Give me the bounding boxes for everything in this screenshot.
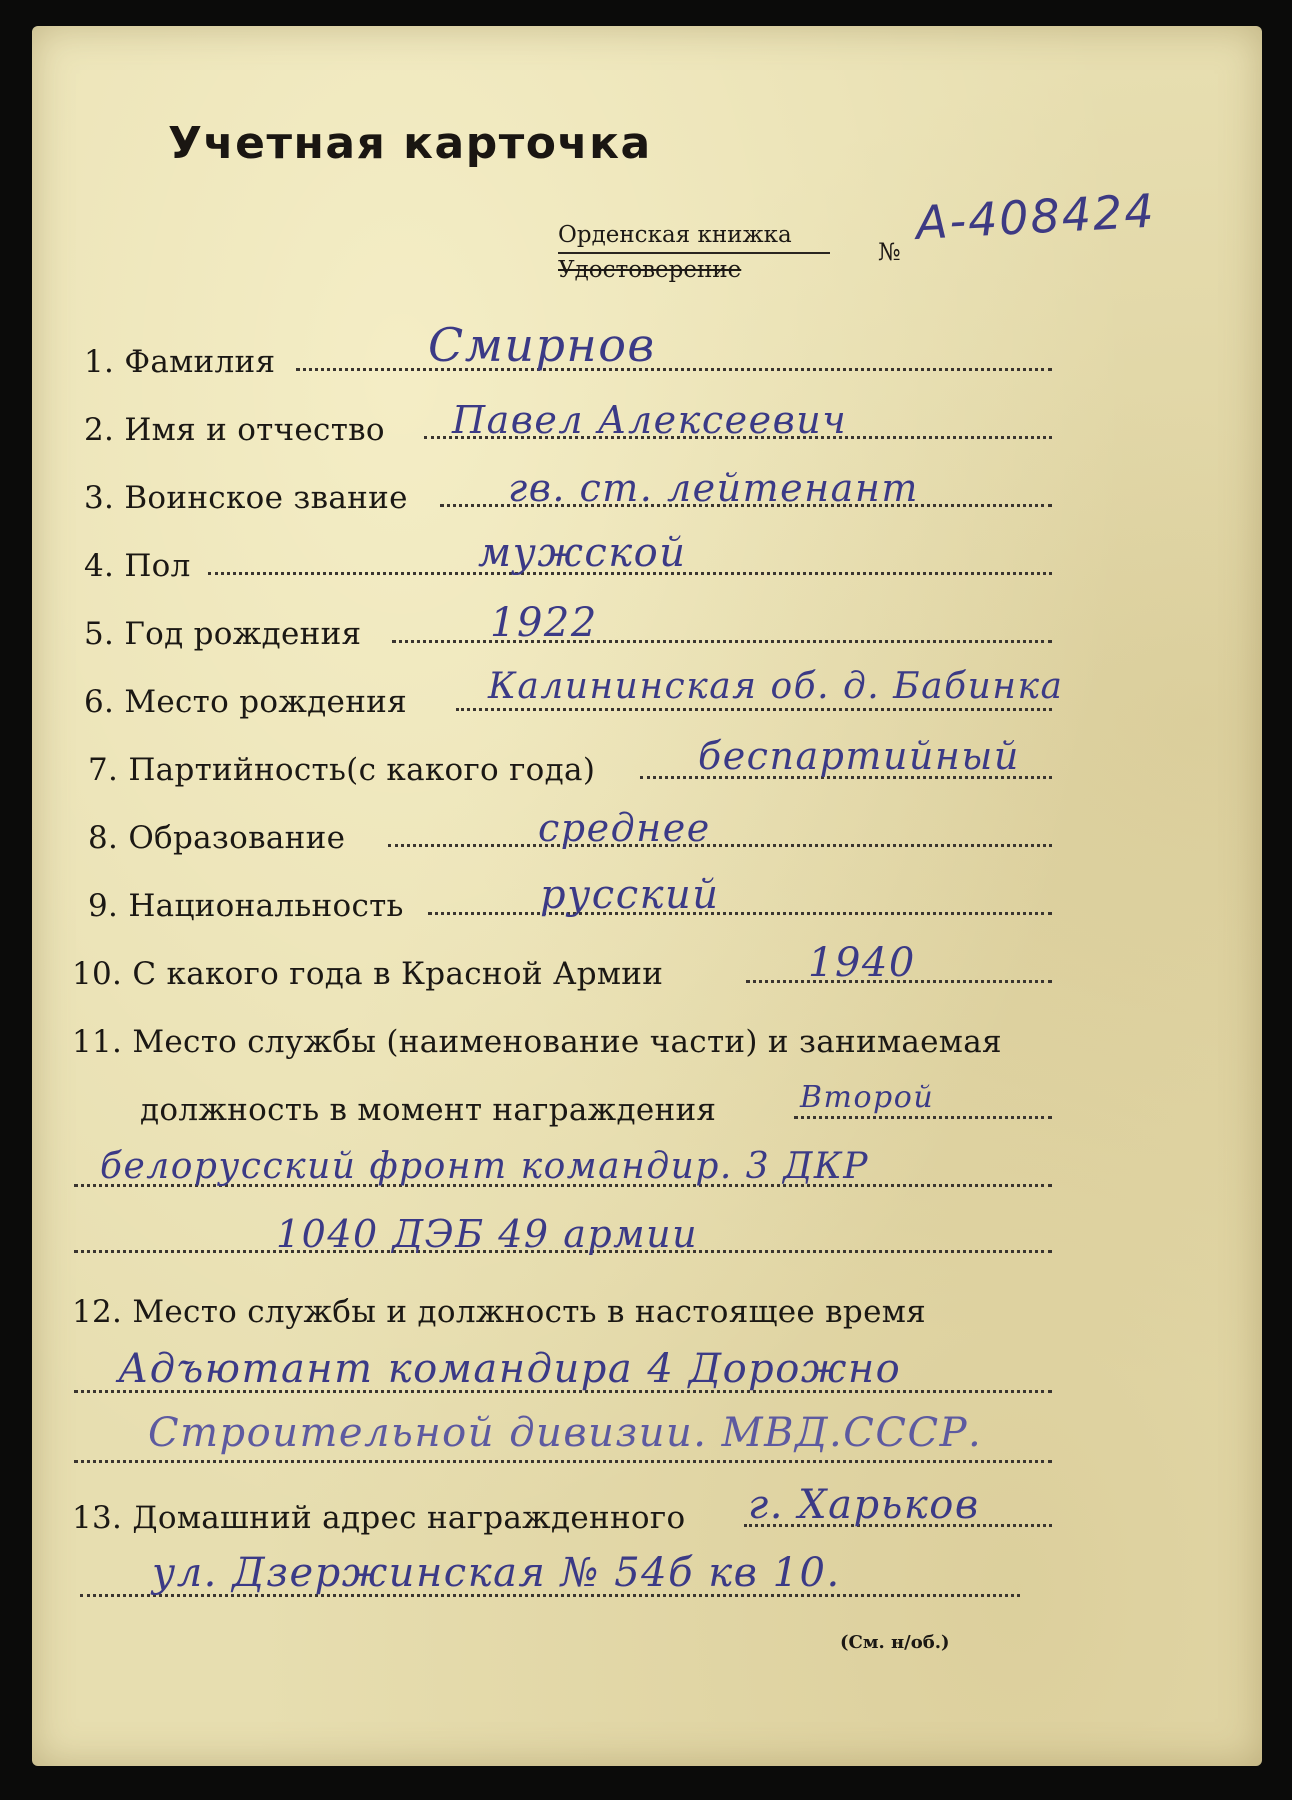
field-home-address-value-2: ул. Дзержинская № 54б кв 10.: [152, 1550, 841, 1596]
field-sex-value: мужской: [478, 530, 687, 576]
field-service-award-line-1: [794, 1116, 1052, 1119]
field-current-service-line-2: [74, 1460, 1052, 1463]
field-party-label: 7. Партийность(с какого года): [88, 752, 596, 788]
field-surname-value: Смирнов: [428, 318, 656, 372]
field-service-award-value-1: Второй: [800, 1080, 935, 1115]
field-name-label: 2. Имя и отчество: [84, 412, 385, 448]
document-type-certificate-struck: Удостоверение: [558, 257, 742, 283]
field-service-award-value-2: белорусский фронт командир. 3 ДКР: [100, 1146, 869, 1187]
field-current-service-value-1: Адъютант командира 4 Дорожно: [118, 1346, 902, 1392]
card-title: Учетная карточка: [168, 118, 652, 169]
field-army-since-value: 1940: [808, 940, 916, 986]
field-sex-label: 4. Пол: [84, 548, 191, 584]
field-education-value: среднее: [538, 806, 711, 850]
field-birthplace-value: Калининская об. д. Бабинка: [488, 666, 1064, 707]
field-surname-label: 1. Фамилия: [84, 344, 276, 380]
field-home-address-value-1: г. Харьков: [748, 1482, 980, 1528]
order-book-number: А-408424: [914, 183, 1157, 250]
field-birthplace-label: 6. Место рождения: [84, 684, 407, 720]
field-nationality-line: [428, 912, 1052, 915]
field-service-award-label-1: 11. Место службы (наименование части) и занимаемая: [72, 1024, 1002, 1060]
field-party-value: беспартийный: [698, 734, 1020, 778]
field-surname-line: [296, 368, 1052, 371]
document-type: [558, 222, 830, 283]
field-current-service-value-2: Строительной дивизии. МВД.СССР.: [148, 1410, 983, 1456]
number-sign: №: [878, 238, 901, 266]
field-army-since-label: 10. С какого года в Красной Армии: [72, 956, 664, 992]
field-home-address-label: 13. Домашний адрес награжденного: [72, 1500, 686, 1536]
field-service-award-value-3: 1040 ДЭБ 49 армии: [276, 1212, 699, 1256]
field-name-value: Павел Алексеевич: [452, 398, 848, 442]
field-nationality-label: 9. Национальность: [88, 888, 404, 924]
field-rank-label: 3. Воинское звание: [84, 480, 408, 516]
field-service-award-label-2: должность в момент награждения: [140, 1092, 717, 1128]
field-birthplace-line: [456, 708, 1052, 711]
field-birth-year-value: 1922: [490, 600, 598, 646]
footer-note: (См. н/об.): [840, 1632, 950, 1653]
field-rank-value: гв. ст. лейтенант: [508, 466, 919, 510]
field-education-label: 8. Образование: [88, 820, 346, 856]
field-current-service-label: 12. Место службы и должность в настоящее время: [72, 1294, 926, 1330]
document-type-order-book: Орденская книжка: [558, 222, 830, 254]
field-education-line: [388, 844, 1052, 847]
field-birth-year-label: 5. Год рождения: [84, 616, 362, 652]
field-nationality-value: русский: [540, 872, 720, 918]
